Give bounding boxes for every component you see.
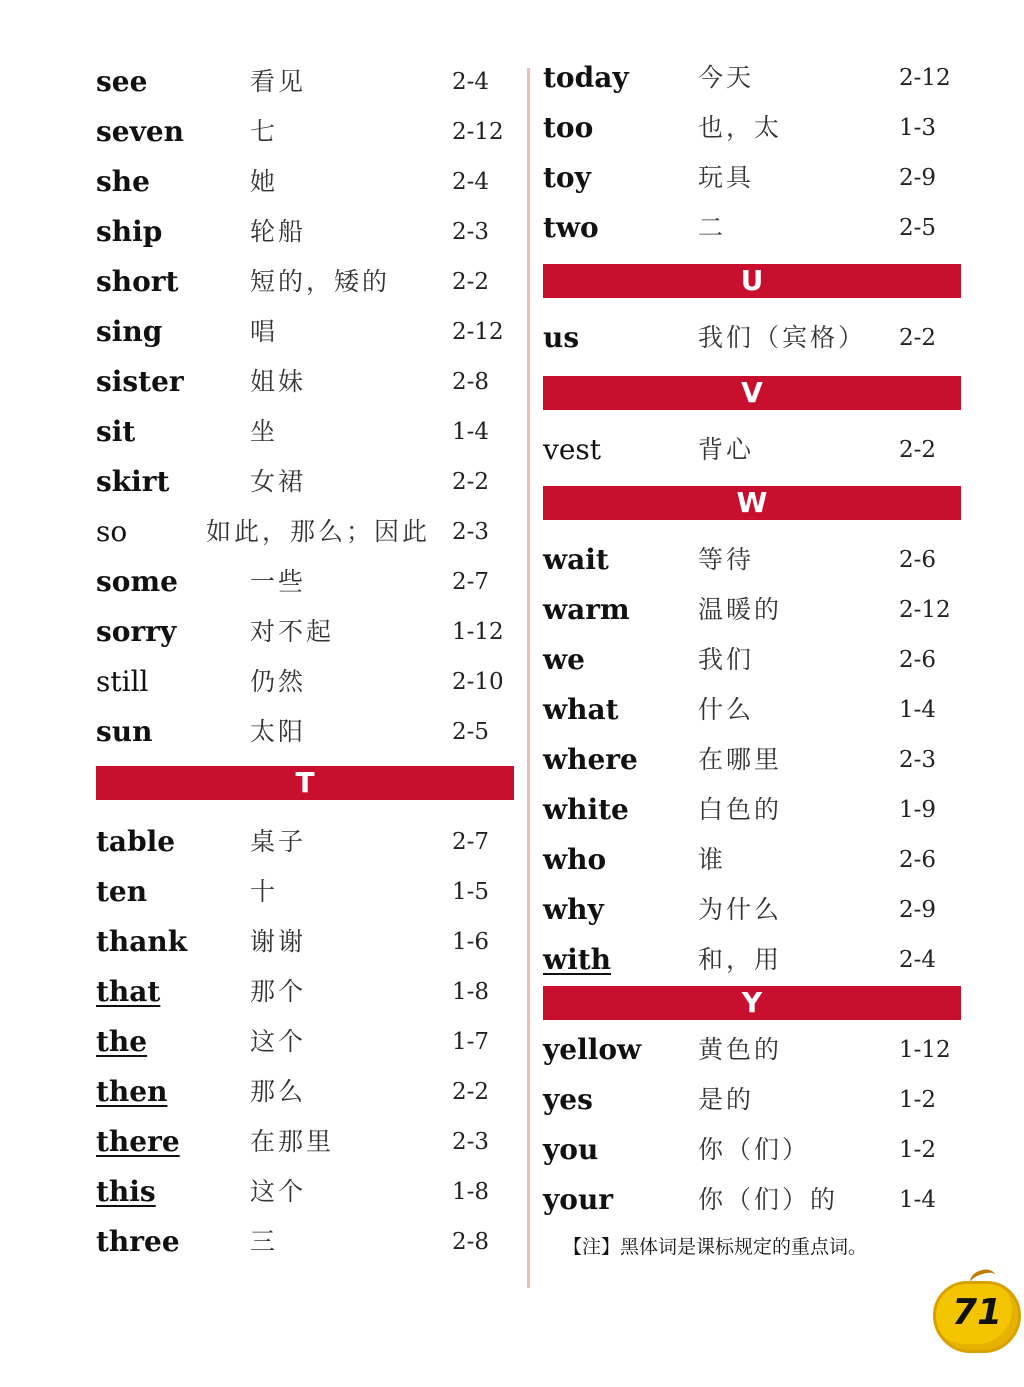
vocab-row [543,890,968,930]
chinese-meaning: 今天 [698,63,755,92]
chinese-meaning: 如此，那么；因此 [206,517,431,546]
english-word: three [96,1225,180,1258]
vocab-row [96,822,521,862]
lesson-reference: 1-3 [899,115,937,141]
vocab-row [96,872,521,912]
chinese-meaning: 坐 [250,417,279,446]
lesson-reference: 2-6 [899,847,937,873]
english-word: short [96,265,179,298]
lesson-reference: 2-3 [899,747,937,773]
vocab-row [96,1122,521,1162]
chinese-meaning: 白色的 [698,795,783,824]
section-header-u: U [543,264,961,298]
english-word: with [543,943,612,976]
lesson-reference: 1-4 [899,1187,937,1213]
vocab-row [96,612,521,652]
english-word: too [543,111,594,144]
chinese-meaning: 一些 [250,567,307,596]
lesson-reference: 1-2 [899,1087,937,1113]
english-word: toy [543,161,591,194]
chinese-meaning: 女裙 [250,467,307,496]
vocab-row [96,62,521,102]
chinese-meaning: 姐妹 [250,367,307,396]
chinese-meaning: 这个 [250,1027,307,1056]
vocab-row [96,512,521,552]
vocab-row [96,662,521,702]
english-word: ten [96,875,148,908]
vocab-row [543,208,968,248]
chinese-meaning: 二 [698,213,727,242]
chinese-meaning: 我们（宾格） [698,323,867,352]
lesson-reference: 2-5 [899,215,937,241]
chinese-meaning: 和，用 [698,945,783,974]
english-word: white [543,793,629,826]
chinese-meaning: 三 [250,1227,279,1256]
english-word: sing [96,315,163,348]
english-word: sit [96,415,136,448]
chinese-meaning: 对不起 [250,617,335,646]
english-word: there [96,1125,180,1158]
english-word: who [543,843,607,876]
vocab-row [96,162,521,202]
chinese-meaning: 你（们） [698,1135,811,1164]
lesson-reference: 2-3 [452,519,490,545]
lesson-reference: 2-12 [899,597,951,623]
english-word: sister [96,365,184,398]
vocab-row [543,640,968,680]
vocab-row [543,690,968,730]
section-header-t: T [96,766,514,800]
lesson-reference: 1-2 [899,1137,937,1163]
chinese-meaning: 轮船 [250,217,307,246]
chinese-meaning: 背心 [698,435,755,464]
vocab-row [96,972,521,1012]
lesson-reference: 1-9 [899,797,937,823]
chinese-meaning: 在那里 [250,1127,335,1156]
english-word: wait [543,543,609,576]
english-word: some [96,565,178,598]
chinese-meaning: 看见 [250,67,307,96]
lesson-reference: 2-7 [452,829,490,855]
chinese-meaning: 也，太 [698,113,783,142]
vocab-row [543,158,968,198]
lesson-reference: 1-7 [452,1029,490,1055]
english-word: still [96,665,149,698]
lesson-reference: 2-12 [452,319,504,345]
page-number-apple-badge [933,1281,1021,1353]
english-word: what [543,693,619,726]
lesson-reference: 2-8 [452,369,490,395]
vocab-row [543,540,968,580]
lesson-reference: 1-12 [899,1037,951,1063]
english-word: warm [543,593,630,626]
english-word: this [96,1175,156,1208]
chinese-meaning: 为什么 [698,895,783,924]
vocab-row [96,1222,521,1262]
english-word: today [543,61,629,94]
chinese-meaning: 谁 [698,845,727,874]
lesson-reference: 2-10 [452,669,504,695]
lesson-reference: 2-2 [452,269,490,295]
chinese-meaning: 我们 [698,645,755,674]
chinese-meaning: 仍然 [250,667,307,696]
lesson-reference: 2-3 [452,1129,490,1155]
vocab-row [96,712,521,752]
page-number: 71 [951,1292,1003,1333]
english-word: then [96,1075,168,1108]
english-word: she [96,165,150,198]
chinese-meaning: 十 [250,877,279,906]
lesson-reference: 2-8 [452,1229,490,1255]
section-header-y: Y [543,986,961,1020]
vocab-row [543,1030,968,1070]
chinese-meaning: 这个 [250,1177,307,1206]
chinese-meaning: 是的 [698,1085,755,1114]
english-word: the [96,1025,148,1058]
english-word: we [543,643,585,676]
vocab-row [96,1172,521,1212]
vocab-row [96,412,521,452]
chinese-meaning: 那么 [250,1077,307,1106]
chinese-meaning: 什么 [698,695,755,724]
lesson-reference: 1-4 [452,419,490,445]
lesson-reference: 1-6 [452,929,490,955]
lesson-reference: 2-4 [899,947,937,973]
lesson-reference: 2-6 [899,547,937,573]
english-word: vest [543,433,602,466]
section-header-v: V [543,376,961,410]
english-word: us [543,321,580,354]
chinese-meaning: 那个 [250,977,307,1006]
footnote: 【注】黑体词是课标规定的重点词。 [563,1236,868,1258]
vocab-row [543,590,968,630]
lesson-reference: 2-2 [899,437,937,463]
vocab-row [543,318,968,358]
lesson-reference: 1-8 [452,1179,490,1205]
chinese-meaning: 她 [250,167,279,196]
english-word: yes [543,1083,593,1116]
vocab-row [543,940,968,980]
vocab-row [543,790,968,830]
lesson-reference: 2-5 [452,719,490,745]
vocab-row [543,1130,968,1170]
chinese-meaning: 玩具 [698,163,755,192]
lesson-reference: 1-8 [452,979,490,1005]
lesson-reference: 2-2 [452,1079,490,1105]
english-word: where [543,743,638,776]
lesson-reference: 2-12 [452,119,504,145]
vocab-row [543,1180,968,1220]
chinese-meaning: 唱 [250,317,279,346]
lesson-reference: 2-2 [452,469,490,495]
english-word: sun [96,715,153,748]
english-word: ship [96,215,163,248]
vocab-row [543,740,968,780]
english-word: yellow [543,1033,642,1066]
vocab-row [96,1022,521,1062]
english-word: table [96,825,176,858]
lesson-reference: 1-12 [452,619,504,645]
lesson-reference: 2-4 [452,169,490,195]
chinese-meaning: 短的，矮的 [250,267,391,296]
lesson-reference: 2-9 [899,897,937,923]
vocab-row [96,462,521,502]
lesson-reference: 1-5 [452,879,490,905]
english-word: sorry [96,615,177,648]
vocab-row [96,262,521,302]
lesson-reference: 1-4 [899,697,937,723]
english-word: you [543,1133,599,1166]
vocab-row [96,112,521,152]
column-divider [527,68,530,1288]
chinese-meaning: 温暖的 [698,595,783,624]
chinese-meaning: 桌子 [250,827,307,856]
vocab-row [543,1080,968,1120]
lesson-reference: 2-2 [899,325,937,351]
vocab-row [543,430,968,470]
lesson-reference: 2-9 [899,165,937,191]
english-word: your [543,1183,614,1216]
section-header-w: W [543,486,961,520]
english-word: why [543,893,604,926]
english-word: that [96,975,161,1008]
vocab-row [543,58,968,98]
chinese-meaning: 在哪里 [698,745,783,774]
lesson-reference: 2-4 [452,69,490,95]
chinese-meaning: 七 [250,117,279,146]
lesson-reference: 2-3 [452,219,490,245]
lesson-reference: 2-7 [452,569,490,595]
chinese-meaning: 谢谢 [250,927,307,956]
vocab-row [96,922,521,962]
vocab-row [96,312,521,352]
lesson-reference: 2-6 [899,647,937,673]
lesson-reference: 2-12 [899,65,951,91]
english-word: thank [96,925,188,958]
vocab-row [543,840,968,880]
vocab-row [96,362,521,402]
vocab-row [543,108,968,148]
vocab-row [96,212,521,252]
chinese-meaning: 太阳 [250,717,307,746]
english-word: see [96,65,148,98]
vocab-row [96,562,521,602]
chinese-meaning: 黄色的 [698,1035,783,1064]
english-word: so [96,515,128,548]
english-word: seven [96,115,185,148]
english-word: two [543,211,599,244]
chinese-meaning: 你（们）的 [698,1185,839,1214]
english-word: skirt [96,465,170,498]
vocab-row [96,1072,521,1112]
chinese-meaning: 等待 [698,545,755,574]
